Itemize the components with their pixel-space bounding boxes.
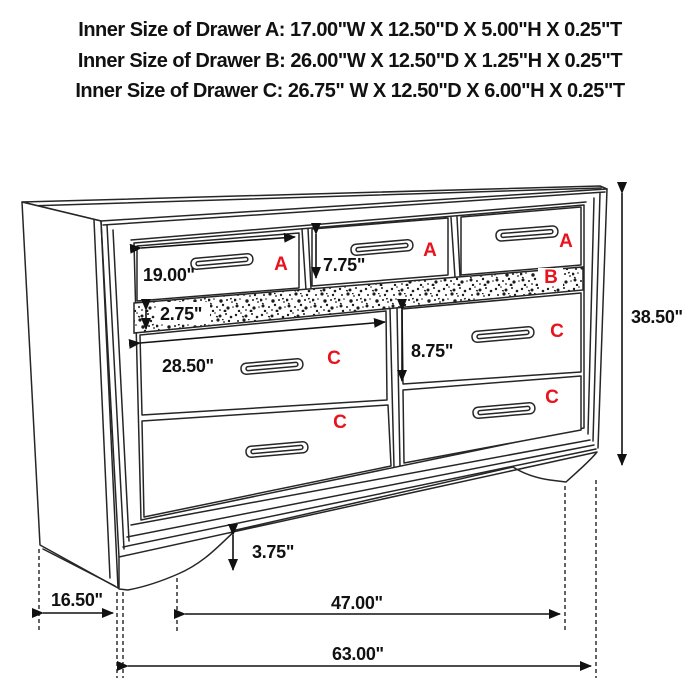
dim-text-overall-width: 63.00" — [332, 644, 384, 664]
mullion-a1-a2-line-2 — [308, 229, 311, 290]
drawer-a2-label: A — [423, 240, 437, 261]
header-line-drawer-a: Inner Size of Drawer A: 17.00"W X 12.50"D X 5.00"H X 0.25"T — [78, 19, 622, 41]
dim-text-drawer-a-height: 7.75" — [323, 255, 366, 275]
dim-text-footprint-width: 47.00" — [331, 593, 383, 613]
center-mullion-line-2 — [397, 308, 400, 466]
drawer-c-right-bottom-label: C — [545, 387, 559, 408]
dim-text-drawer-c-height: 8.75" — [411, 341, 454, 361]
drawer-c-left-top-label: C — [327, 348, 341, 369]
drawer-a1-label: A — [274, 254, 288, 275]
mullion-a1-a2-line-1 — [302, 229, 306, 290]
drawer-a3-label: A — [559, 231, 573, 252]
dim-text-drawer-a-width: 19.00" — [143, 265, 195, 285]
dim-text-overall-height: 38.50" — [631, 307, 683, 327]
mullion-a2-a3-line-1 — [451, 218, 455, 278]
drawer-c-right-top-label: C — [550, 321, 564, 342]
header-line-drawer-b: Inner Size of Drawer B: 26.00"W X 12.50"D X 1.25"H X 0.25"T — [77, 49, 623, 72]
dim-text-drawer-c-width: 28.50" — [162, 356, 214, 376]
frame-right-inner-line — [588, 198, 594, 434]
header-line-drawer-c: Inner Size of Drawer C: 26.75" W X 12.50"D X 6.00"H X 0.25"T — [75, 80, 625, 102]
mullion-a2-a3-line-2 — [457, 217, 460, 276]
dim-text-base-height: 3.75" — [252, 542, 295, 562]
dim-text-drawer-b-height: 2.75" — [160, 304, 203, 324]
drawer-c-left-bottom-label: C — [333, 412, 347, 433]
dim-text-depth: 16.50" — [51, 590, 103, 610]
drawer-b-label: B — [544, 267, 558, 288]
